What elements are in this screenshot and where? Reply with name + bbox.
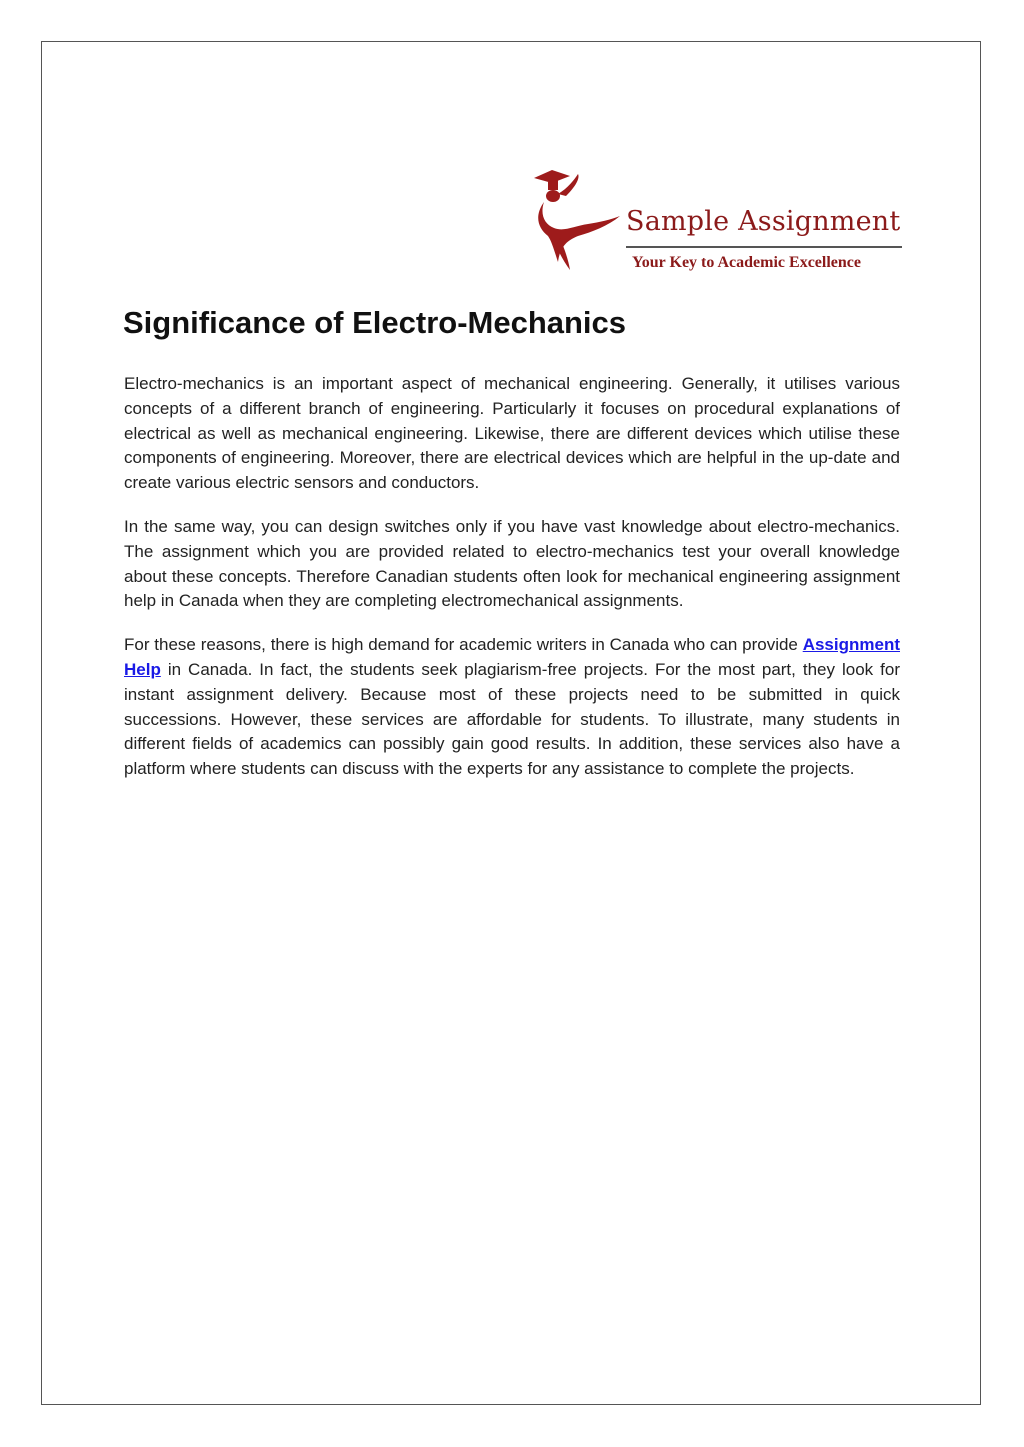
- paragraph-2: In the same way, you can design switches only if you have vast knowledge about electro-mechanics. The assignment which you are provided related to electro-mechanics test your overall knowledge about these concepts. Therefore Canadian students often look for mechanical engineering assignment help in Canada when they are completing electromechanical assignments.: [124, 516, 900, 611]
- article-body: [124, 372, 900, 801]
- page-title: Significance of Electro-Mechanics: [123, 305, 627, 340]
- paragraph-3-rest: in Canada. In fact, the students seek plagiarism-free projects. For the most part, they look for instant assignment delivery. Because most of these projects need to be submitted in quick successions. However, these services are affordable for students. To illustrate, many students in different fields of academics can possibly gain good results. In addition, these services also have a platform where students can discuss with the experts for any assistance to complete the projects.: [124, 659, 900, 779]
- assignment-help-link[interactable]: Assignment Help: [124, 635, 900, 679]
- paragraph-3-intro: For these reasons, there is high demand for academic writers in Canada who can provide: [124, 635, 803, 655]
- paragraph-3: [124, 633, 900, 782]
- logo-name: Sample Assignment: [626, 206, 901, 237]
- sample-assignment-logo[interactable]: [530, 166, 905, 276]
- paragraph-1: Electro-mechanics is an important aspect of mechanical engineering. Generally, it utilises various concepts of a different branch of engineering. Particularly it focuses on procedural explanations of electrical as well as mechanical engineering. Likewise, there are different devices which utilise these components of engineering. Moreover, there are electrical devices which are helpful in the up-date and create various electric sensors and conductors.: [124, 374, 900, 493]
- logo-divider: [626, 246, 902, 248]
- graduate-figure-icon: [530, 166, 630, 276]
- logo-tagline: Your Key to Academic Excellence: [632, 254, 861, 271]
